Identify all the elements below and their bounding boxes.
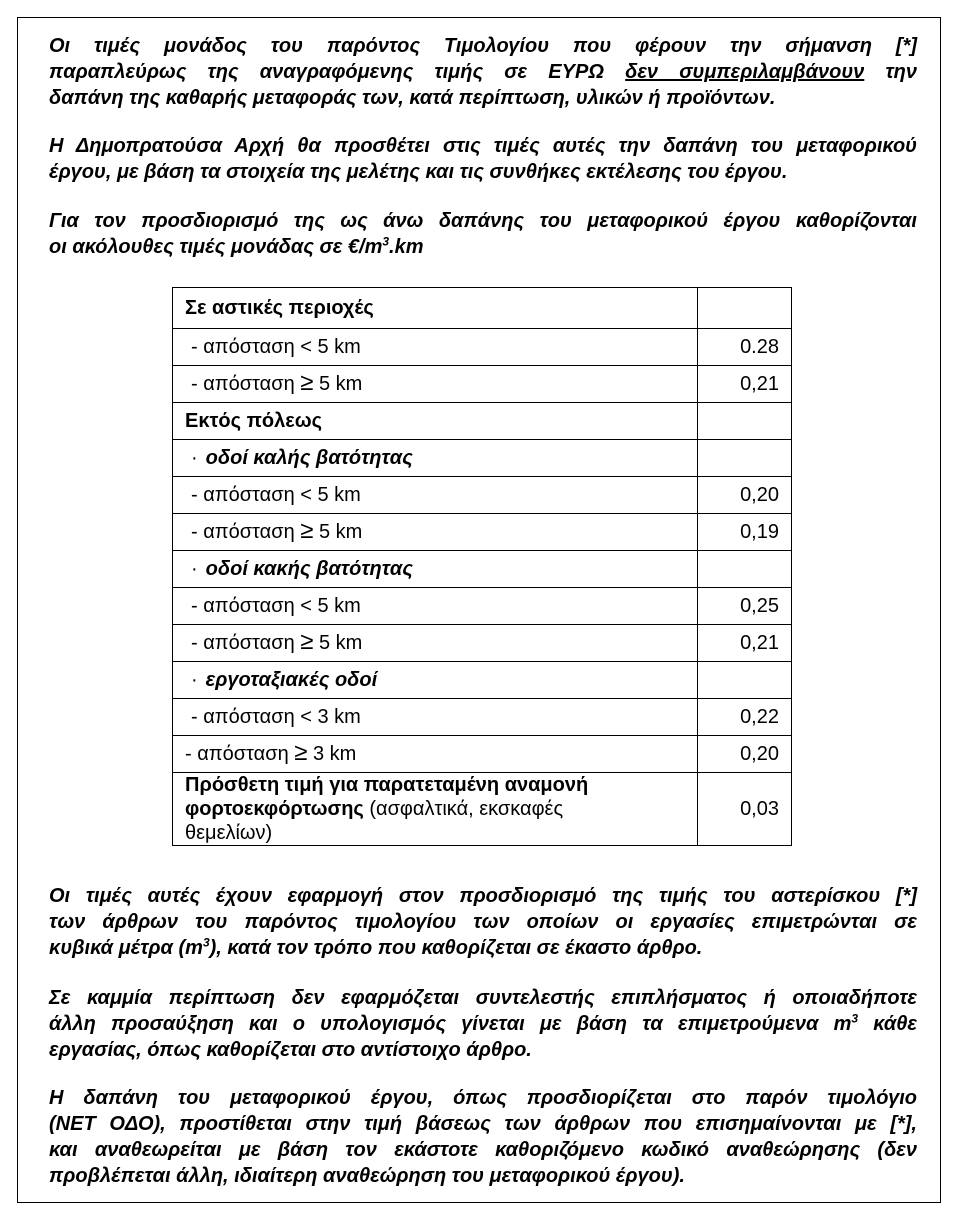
- paragraph-authority: [49, 133, 917, 185]
- extra-charge-value: 0,03: [698, 773, 792, 846]
- text-line: κυβικά μέτρα $(m^3)$, κατά τον τρόπο που καθορίζεται σε έκαστο άρθρο.: [49, 935, 703, 959]
- text-line: εργασίας, όπως καθορίζεται στο αντίστοιχο άρθρο.: [49, 1039, 532, 1061]
- table-row: [173, 288, 792, 329]
- table-row: - απόσταση < 5 km 0,25: [173, 588, 792, 625]
- table-row: - απόσταση ≥ 3 km 0,20: [173, 736, 792, 773]
- text-line: παραπλεύρως της αναγραφόμενης τιμής σε ΕΥΡΩ δεν συμπεριλαμβάνουν την: [49, 61, 918, 83]
- paragraph-revision: [49, 1085, 917, 1189]
- table-row: [173, 403, 792, 440]
- table-row: [173, 773, 792, 846]
- table-row: · εργοταξιακές οδοί: [173, 662, 792, 699]
- text-line: άλλη προσαύξηση και ο υπολογισμός γίνεται με βάση τα επιμετρούμενα $m^3$ κάθε: [49, 1011, 917, 1035]
- paragraph-application: [49, 883, 917, 961]
- table-row: - απόσταση ≥ 5 km 0,19: [173, 514, 792, 551]
- transport-rates-table: [172, 287, 792, 846]
- rural-header: Εκτός πόλεως: [173, 403, 698, 440]
- text-line: οι ακόλουθες τιμές μονάδας σε $€/m^3.km$: [49, 234, 424, 258]
- table-row: - απόσταση ≥ 5 km 0,21: [173, 366, 792, 403]
- bullet-icon: ·: [191, 446, 198, 469]
- text-line: και αναθεωρείται με βάση τον εκάστοτε καθοριζόμενο κωδικό αναθεώρησης (δεν: [49, 1139, 917, 1161]
- text-line: Σε καμμία περίπτωση δεν εφαρμόζεται συντελεστής επιπλήσματος ή οποιαδήποτε: [49, 987, 917, 1009]
- urban-header: Σε αστικές περιοχές: [173, 288, 698, 329]
- text-line: Η Δημοπρατούσα Αρχή θα προσθέτει στις τιμές αυτές την δαπάνη του μεταφορικού: [49, 135, 917, 157]
- text-line: Η δαπάνη του μεταφορικού έργου, όπως προσδιορίζεται στο παρόν τιμολόγιο: [49, 1087, 917, 1109]
- bullet-icon: ·: [191, 668, 198, 691]
- text-line: Οι τιμές αυτές έχουν εφαρμογή στον προσδιορισμό της τιμής του αστερίσκου [*]: [49, 885, 917, 907]
- text-line: έργου, με βάση τα στοιχεία της μελέτης και τις συνθήκες εκτέλεσης του έργου.: [49, 161, 788, 183]
- paragraph-asterisk-note: [49, 33, 917, 111]
- table-row: - απόσταση < 3 km 0,22: [173, 699, 792, 736]
- text-line: Οι τιμές μονάδος του παρόντος Τιμολογίου που φέρουν την σήμανση [*]: [49, 35, 917, 57]
- underlined-text: δεν συμπεριλαμβάνουν: [625, 61, 865, 83]
- bullet-icon: ·: [191, 557, 198, 580]
- text-line: Για τον προσδιορισμό της ως άνω δαπάνης του μεταφορικού έργου καθορίζονται: [49, 210, 917, 232]
- text-line: προβλέπεται άλλη, ιδιαίτερη αναθεώρηση του μεταφορικού έργου).: [49, 1165, 685, 1187]
- text-line: των άρθρων του παρόντος τιμολογίου των οποίων οι εργασίες επιμετρώνται σε: [49, 911, 917, 933]
- table-row: · οδοί καλής βατότητας: [173, 440, 792, 477]
- extra-charge-label: Πρόσθετη τιμή για παρατεταμένη αναμονή φορτοεκφόρτωσης (ασφαλτικά, εκσκαφές θεμελίων): [173, 773, 698, 846]
- table-row: · οδοί κακής βατότητας: [173, 551, 792, 588]
- paragraph-no-surcharge: [49, 985, 917, 1063]
- text-line: (ΝΕΤ ΟΔΟ), προστίθεται στην τιμή βάσεως των άρθρων που επισημαίνονται με [*],: [49, 1113, 917, 1135]
- table-row: - απόσταση ≥ 5 km 0,21: [173, 625, 792, 662]
- text-line: δαπάνη της καθαρής μεταφοράς των, κατά περίπτωση, υλικών ή προϊόντων.: [49, 87, 776, 109]
- table-row: - απόσταση < 5 km 0.28: [173, 329, 792, 366]
- table-row: - απόσταση < 5 km 0,20: [173, 477, 792, 514]
- paragraph-unit-prices-intro: [49, 208, 917, 260]
